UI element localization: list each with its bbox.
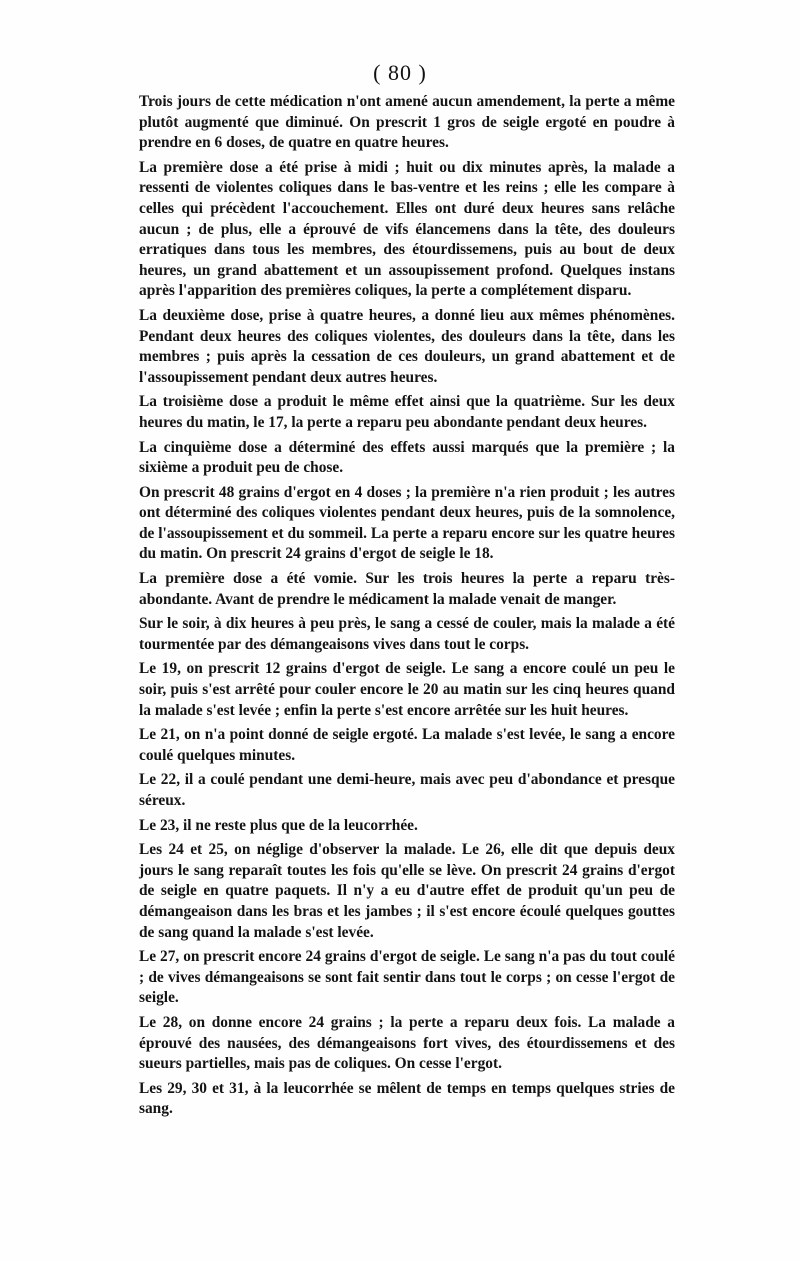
paragraph-3: La deuxième dose, prise à quatre heures, a donné lieu aux mêmes phénomènes. Pendant deux heures des coliques violentes, des douleurs dans la tête, dans les membres ; puis après la cessation de ces douleurs, un grand abattement et de l'assoupissement pendant deux autres heures. (139, 306, 675, 386)
paragraph-1: Trois jours de cette médication n'ont amené aucun amendement, la perte a même plutôt augmenté que diminué. On prescrit 1 gros de seigle ergoté en poudre à prendre en 6 doses, de quatre en quatre heures. (139, 93, 675, 152)
paragraph-16: Les 29, 30 et 31, à la leucorrhée se mêlent de temps en temps quelques stries de sang. (139, 1079, 675, 1118)
paragraph-9: Le 19, on prescrit 12 grains d'ergot de seigle. Le sang a encore coulé un peu le soir, puis s'est arrêté pour couler encore le 20 au matin sur les cinq heures quand la malade s'est levée ; enfin la perte s'est encore arrêtée sur les huit heures. (139, 660, 675, 719)
paragraph-15: Le 28, on donne encore 24 grains ; la perte a reparu deux fois. La malade a éprouvé des nausées, des démangeaisons fort vives, des étourdissemens et des sueurs partielles, mais pas de coliques. On cesse l'ergot. (139, 1013, 675, 1073)
paragraph-8: Sur le soir, à dix heures à peu près, le sang a cessé de couler, mais la malade a été tourmentée par des démangeaisons vives dans tout le corps. (139, 615, 675, 653)
paragraph-11: Le 22, il a coulé pendant une demi-heure, mais avec peu d'abondance et presque séreux. (139, 771, 675, 809)
paragraph-4: La troisième dose a produit le même effet ainsi que la quatrième. Sur les deux heures du matin, le 17, la perte a reparu peu abondante pendant deux heures. (139, 393, 675, 431)
paragraph-5: La cinquième dose a déterminé des effets aussi marqués que la première ; la sixième a produit peu de chose. (139, 438, 675, 477)
paragraph-10: Le 21, on n'a point donné de seigle ergoté. La malade s'est levée, le sang a encore coulé quelques minutes. (139, 726, 675, 764)
paragraph-2: La première dose a été prise à midi ; huit ou dix minutes après, la malade a ressenti de violentes coliques dans le bas-ventre et les reins ; elle les compare à celles qui précèdent l'accouchement. Elles ont duré deux heures sans relâche aucun ; de plus, elle a éprouvé de vifs élancemens dans la tête, des douleurs erratiques dans tous les membres, des étourdissemens, puis au bout de deux heures, un grand abattement et un assoupissement profond. Quelques instans après l'apparition des premières coliques, la perte a complétement disparu. (139, 158, 675, 300)
page-number: ( 80 ) (373, 60, 427, 85)
paragraph-6: On prescrit 48 grains d'ergot en 4 doses ; la première n'a rien produit ; les autres ont déterminé des coliques violentes pendant deux heures, puis de la somnolence, de l'assoupissement et du sommeil. La perte a reparu encore sur les quatre heures du matin. On prescrit 24 grains d'ergot de seigle le 18. (139, 483, 675, 563)
paragraph-14: Le 27, on prescrit encore 24 grains d'ergot de seigle. Le sang n'a pas du tout coulé ; de vives démangeaisons se sont fait sentir dans tout le corps ; on cesse l'ergot de seigle. (139, 948, 675, 1007)
paragraph-13: Les 24 et 25, on néglige d'observer la malade. Le 26, elle dit que depuis deux jours le sang reparaît toutes les fois qu'elle se lève. On prescrit 24 grains d'ergot de seigle en quatre paquets. Il n'y a eu d'autre effet de produit qu'un peu de démangeaison dans les bras et les jambes ; il s'est encore écoulé quelques gouttes de sang quand la malade s'est levée. (139, 841, 675, 941)
paragraph-12: Le 23, il ne reste plus que de la leucorrhée. (139, 816, 418, 834)
paragraph-7: La première dose a été vomie. Sur les trois heures la perte a reparu très-abondante. Avant de prendre le médicament la malade venait de manger. (139, 570, 675, 608)
body-text (139, 92, 675, 1124)
